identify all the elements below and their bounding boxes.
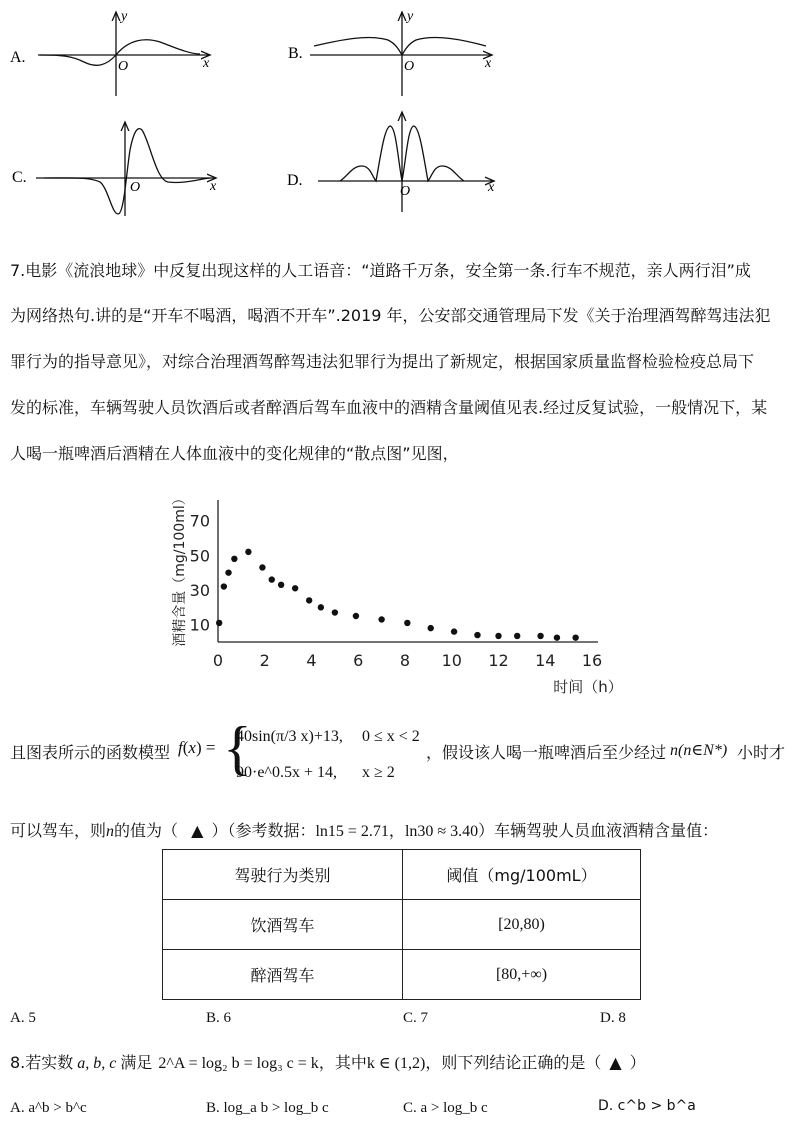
q7-model-suffix-b: 小时才 (737, 743, 786, 762)
q7-case-2: 90·e^0.5x + 14, (236, 764, 337, 781)
x-tick-label: 4 (306, 651, 317, 670)
data-point (231, 556, 237, 562)
data-point (318, 604, 324, 610)
graph-a-o: O (118, 59, 129, 74)
alcohol-scatter-chart (160, 490, 640, 700)
y-tick-label: 70 (189, 511, 210, 531)
q8-choice-d[interactable]: D. c^b > b^a (598, 1098, 696, 1114)
q7-line2-a: 可以驾车，则 (10, 821, 107, 840)
data-point (451, 628, 457, 634)
q7-n-expr: n(n∈N*) (670, 742, 728, 759)
q7-line2-c: ）（参考数据： (211, 821, 316, 840)
q7-line2-b: 的值为（ (114, 821, 179, 840)
table-row (163, 900, 641, 950)
q8-stem-b: 满足 (120, 1053, 153, 1072)
data-point (332, 609, 338, 615)
graph-c-x: x (210, 179, 217, 194)
q7-ref-1: ln15 = 2.71 (315, 823, 389, 840)
q7-line-answer: 可以驾车，则n的值为（ ▲ ）（参考数据：ln15 = 2.71，ln30 ≈ 3.40）车辆驾驶人员血液酒精含量值： (10, 821, 719, 840)
q8-cond: k ∈ (1,2) (366, 1055, 426, 1072)
table-header-threshold: 阈值（mg/100mL） (403, 850, 641, 900)
x-tick-label: 16 (581, 651, 603, 670)
table-cell-category: 醉酒驾车 (163, 950, 403, 1000)
x-tick-label: 6 (353, 651, 364, 670)
data-point (353, 613, 359, 619)
graph-a-x: x (203, 56, 210, 71)
q7-case-1-cond: 0 ≤ x < 2 (362, 728, 420, 745)
q7-function-name: f(x) = (178, 738, 216, 757)
table-header-category: 驾驶行为类别 (163, 850, 403, 900)
graph-d-label: D. (287, 172, 303, 189)
q7-f: f (178, 738, 183, 757)
q7-case-1: 40sin(π/3 x)+13, (236, 728, 343, 745)
graph-a-y: y (121, 9, 128, 24)
y-tick-label: 30 (189, 581, 210, 600)
graph-a (38, 12, 210, 96)
data-point (278, 582, 284, 588)
x-tick-label: 12 (488, 651, 509, 670)
x-tick-label: 2 (259, 651, 270, 670)
q7-model-prefix: 且图表所示的函数模型 (10, 743, 171, 762)
data-point (404, 620, 410, 626)
graph-b-y: y (407, 9, 414, 24)
y-axis-label: 酒精含量（mg/100ml） (172, 491, 188, 647)
data-point (292, 585, 298, 591)
data-point (572, 634, 578, 640)
table-cell-threshold: [20,80) (403, 900, 641, 950)
data-point (495, 633, 501, 639)
data-point (474, 632, 480, 638)
x-tick-label: 14 (535, 651, 556, 670)
data-point (554, 634, 560, 640)
q8-eq: 2^A = log₂ b = log₃ c = k (158, 1055, 319, 1072)
q7-choice-a[interactable]: A. 5 (10, 1010, 36, 1026)
x-tick-label: 10 (441, 651, 462, 670)
data-point (514, 633, 520, 639)
q8-stem-a: 8.若实数 (10, 1053, 74, 1072)
threshold-table (162, 849, 641, 1000)
q7-line-3: 罪行为的指导意见》，对综合治理酒驾醉驾违法犯罪行为提出了新规定，根据国家质量监督检验检疫总局下 (10, 352, 755, 371)
graph-a-label: A. (10, 49, 26, 66)
graph-b (310, 12, 492, 96)
data-point (269, 576, 275, 582)
q7-line-4: 发的标准，车辆驾驶人员饮酒后或者醉酒后驾车血液中的酒精含量阈值见表.经过反复试验，一般情况下，某 (10, 398, 768, 417)
q7-line-5: 人喝一瓶啤酒后酒精在人体血液中的变化规律的“散点图”见图， (10, 444, 459, 463)
data-point (245, 549, 251, 555)
y-tick-label: 50 (189, 546, 210, 566)
table-header-row (163, 850, 641, 900)
q8-choice-c[interactable]: C. a > log_b c (403, 1100, 488, 1116)
q8-stem-e: ） (629, 1053, 646, 1072)
q7-line2-n: n (106, 823, 115, 840)
graph-b-o: O (404, 59, 415, 74)
graph-c (36, 122, 216, 216)
x-tick-label: 0 (212, 651, 224, 670)
data-point (378, 616, 384, 622)
x-tick-label: 8 (399, 651, 411, 670)
table-cell-threshold: [80,+∞) (403, 950, 641, 1000)
q7-ref-2: ln30 ≈ 3.40 (404, 823, 479, 840)
table-cell-category: 饮酒驾车 (163, 900, 403, 950)
graph-b-x: x (485, 56, 492, 71)
data-point (428, 625, 434, 631)
q7-choice-d[interactable]: D. 8 (600, 1010, 626, 1026)
q8-stem-d: ，则下列结论正确的是（ (425, 1053, 602, 1072)
x-axis-label: 时间（h） (553, 678, 623, 696)
q8-vars: a, b, c (77, 1055, 117, 1072)
q7-fx: x (188, 738, 196, 757)
graph-d-x: x (488, 180, 495, 195)
q7-case-2-cond: x ≥ 2 (362, 764, 395, 781)
q8-choice-a[interactable]: A. a^b > b^c (10, 1100, 87, 1116)
q7-model-suffix-a: ，假设该人喝一瓶啤酒后至少经过 (426, 743, 667, 762)
data-point (216, 620, 222, 626)
q7-blank: ▲ (191, 821, 204, 840)
data-point (537, 633, 543, 639)
q8-blank: ▲ (609, 1053, 622, 1072)
q7-choice-b[interactable]: B. 6 (206, 1010, 232, 1026)
q7-line2-d: ）车辆驾驶人员血液酒精含量值： (478, 821, 719, 840)
q7-line-2: 为网络热句.讲的是“开车不喝酒，喝酒不开车”.2019 年，公安部交通管理局下发《关于治理酒驾醉驾违法犯 (10, 306, 771, 325)
q8-choice-b[interactable]: B. log_a b > log_b c (206, 1100, 329, 1116)
data-point (221, 583, 227, 589)
data-point (259, 564, 265, 570)
q8-stem (10, 1050, 646, 1073)
q6-option-graphs (0, 0, 794, 230)
graph-c-o: O (130, 180, 141, 195)
graph-b-label: B. (288, 45, 303, 62)
graph-d-o: O (400, 184, 411, 199)
table-row (163, 950, 641, 1000)
q7-choice-c[interactable]: C. 7 (403, 1010, 429, 1026)
y-tick-label: 10 (189, 615, 210, 635)
data-point (225, 569, 231, 575)
q8-stem-c: ，其中 (318, 1053, 367, 1072)
q7-brace: { (223, 715, 252, 781)
graph-c-label: C. (12, 169, 27, 186)
data-point (306, 597, 312, 603)
q7-line-1: 7.电影《流浪地球》中反复出现这样的人工语音：“道路千万条，安全第一条.行车不规范，亲人两行泪”成 (10, 261, 751, 280)
